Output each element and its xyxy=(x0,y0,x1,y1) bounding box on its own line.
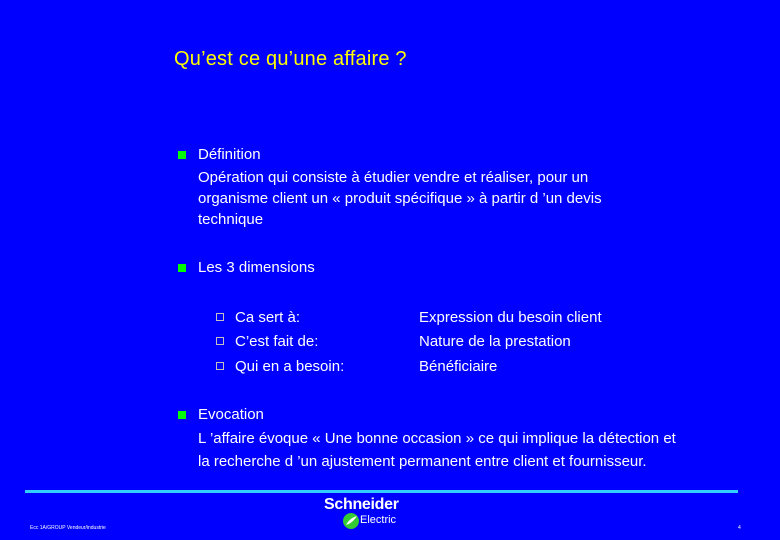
evocation-line: L ’affaire évoque « Une bonne occasion » ce qui implique la détection et xyxy=(198,430,676,447)
checkbox-icon xyxy=(216,337,224,345)
checkbox-icon xyxy=(216,313,224,321)
definition-heading: Définition xyxy=(198,146,261,163)
schneider-electric-logo xyxy=(322,496,417,536)
footer-text: Ecc 1A/GROUP Vendeur/industrie xyxy=(30,525,106,531)
definition-line: Opération qui consiste à étudier vendre et réaliser, pour un xyxy=(198,169,589,186)
footer-divider xyxy=(25,490,738,493)
dimension-label: Qui en a besoin: xyxy=(235,358,345,375)
bullet-square-icon xyxy=(178,411,186,419)
logo-name: Schneider xyxy=(324,496,399,513)
page-number: 4 xyxy=(738,525,741,531)
definition-line: organisme client un « produit spécifique » à partir d ’un devis xyxy=(198,190,602,207)
definition-line: technique xyxy=(198,211,264,228)
dimension-label: C’est fait de: xyxy=(235,333,319,350)
evocation-line: la recherche d ’un ajustement permanent entre client et fournisseur. xyxy=(198,453,647,470)
evocation-heading: Evocation xyxy=(198,406,264,423)
logo-sub: Electric xyxy=(360,514,397,526)
checkbox-icon xyxy=(216,362,224,370)
dimensions-heading: Les 3 dimensions xyxy=(198,259,315,276)
dimension-label: Ca sert à: xyxy=(235,309,301,326)
leaf-icon xyxy=(342,512,360,530)
slide-title: Qu’est ce qu’une affaire ? xyxy=(174,48,407,70)
dimension-value: Expression du besoin client xyxy=(419,309,602,326)
dimension-value: Bénéficiaire xyxy=(419,358,498,375)
dimension-value: Nature de la prestation xyxy=(419,333,571,350)
bullet-square-icon xyxy=(178,264,186,272)
bullet-square-icon xyxy=(178,151,186,159)
